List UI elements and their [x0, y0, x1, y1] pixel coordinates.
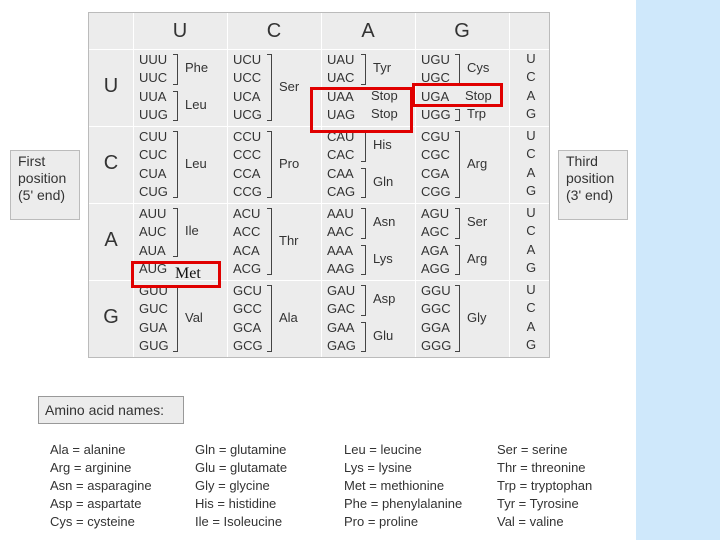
- grid-line: [89, 49, 549, 50]
- codon-bracket: [455, 245, 460, 276]
- amino-acid-name: Arg = arginine: [50, 460, 132, 475]
- codon: CGC: [421, 147, 450, 163]
- amino-acid-name: Val = valine: [497, 514, 564, 529]
- third-letter: G: [525, 105, 537, 121]
- codon: CAG: [327, 183, 356, 199]
- amino-acid-label: Gln: [373, 173, 394, 189]
- amino-acid-name: Leu = leucine: [344, 442, 422, 457]
- amino-acid-label: Thr: [279, 232, 299, 248]
- met-annotation: Met: [175, 265, 201, 282]
- amino-acid-names-column: [50, 441, 152, 531]
- row-head-u: U: [103, 75, 119, 97]
- amino-acid-name: Tyr = Tyrosine: [497, 496, 579, 511]
- grid-line: [509, 13, 510, 357]
- grid-line: [89, 203, 549, 204]
- codon: GCA: [233, 319, 262, 335]
- codon-table: [88, 12, 550, 358]
- third-letter: A: [526, 164, 536, 180]
- amino-acid-names-column: [497, 441, 592, 531]
- amino-acid-label: His: [373, 137, 392, 153]
- amino-acid-name: Ile = Isoleucine: [195, 514, 283, 529]
- codon: ACA: [233, 242, 260, 258]
- third-position-letters: [519, 282, 543, 355]
- third-letter: G: [525, 259, 537, 275]
- codon: UCC: [233, 70, 262, 86]
- grid-line: [133, 13, 134, 357]
- codon-bracket: [361, 285, 366, 316]
- codon: GAC: [327, 301, 356, 317]
- amino-acid-label: Ser: [279, 78, 300, 94]
- codon: AUG: [139, 260, 168, 276]
- third-position-label: Third position (3' end): [558, 150, 628, 220]
- codon: AGA: [421, 242, 449, 258]
- codon: CGA: [421, 165, 450, 181]
- codon: ACU: [233, 206, 261, 221]
- grid-line: [227, 13, 228, 357]
- col-head-c: C: [266, 20, 282, 42]
- codon: CAU: [327, 129, 355, 144]
- amino-acid-name: Asp = aspartate: [50, 496, 142, 511]
- codon: AAU: [327, 206, 354, 221]
- amino-acid-label: Glu: [373, 327, 394, 343]
- codon: UAA: [327, 88, 354, 104]
- codon-bracket: [455, 208, 460, 239]
- codon: GCG: [233, 337, 263, 353]
- codon-bracket: [455, 109, 460, 121]
- amino-acid-label: Arg: [467, 250, 488, 266]
- third-letter: C: [526, 146, 536, 162]
- codon-bracket: [267, 131, 272, 198]
- third-letter: A: [526, 318, 536, 334]
- amino-acid-name: Ser = serine: [497, 442, 568, 457]
- third-letter: A: [526, 241, 536, 257]
- right-blue-strip: [636, 0, 720, 540]
- grid-line: [415, 13, 416, 357]
- codon: UCU: [233, 52, 262, 67]
- codon: CCA: [233, 165, 261, 181]
- amino-acid-name: Gly = glycine: [195, 478, 270, 493]
- col-head-g: G: [454, 20, 470, 42]
- codon-bracket: [455, 285, 460, 352]
- codon: AGC: [421, 224, 450, 240]
- amino-acid-name: Lys = lysine: [344, 460, 412, 475]
- codon: GCU: [233, 283, 262, 298]
- amino-acid-label: Leu: [185, 96, 207, 112]
- amino-acid-label: Asn: [373, 214, 396, 230]
- codon: GCC: [233, 301, 262, 317]
- codon: CUC: [139, 147, 168, 163]
- amino-acid-name: Met = methionine: [344, 478, 445, 493]
- third-position-letters: [519, 205, 543, 278]
- codon: UCA: [233, 88, 261, 104]
- row-head-g: G: [103, 306, 119, 328]
- codon: UGG: [421, 106, 451, 122]
- codon-bracket: [267, 54, 272, 121]
- amino-acid-label: Phe: [185, 60, 209, 76]
- codon: CAC: [327, 147, 355, 163]
- codon: CCU: [233, 129, 262, 144]
- codon-bracket: [361, 168, 366, 199]
- codon: GGC: [421, 301, 451, 317]
- amino-acid-label: Tyr: [373, 60, 392, 76]
- amino-acid-label: Ser: [467, 214, 488, 230]
- third-letter: A: [526, 87, 536, 103]
- codon: CUA: [139, 165, 167, 181]
- codon: AAA: [327, 242, 354, 258]
- amino-acid-names-column: [195, 441, 287, 531]
- codon-bracket: [361, 54, 366, 85]
- amino-acid-name: Asn = asparagine: [50, 478, 152, 493]
- codon-bracket: [173, 285, 178, 352]
- amino-acid-name: His = histidine: [195, 496, 277, 511]
- third-position-letters: [519, 51, 543, 124]
- amino-acid-name: Thr = threonine: [497, 460, 586, 475]
- amino-acid-label: Ile: [185, 223, 199, 239]
- codon-bracket: [455, 54, 460, 85]
- amino-acid-names-title: Amino acid names:: [38, 396, 184, 424]
- third-letter: U: [526, 51, 536, 66]
- codon: GUG: [139, 337, 169, 353]
- codon-bracket: [173, 91, 178, 122]
- codon: AAC: [327, 224, 354, 240]
- amino-acid-name: Phe = phenylalanine: [344, 496, 463, 511]
- codon: GGG: [421, 337, 452, 353]
- codon: UUA: [139, 88, 167, 104]
- amino-acid-name: Gln = glutamine: [195, 442, 287, 457]
- codon: UAU: [327, 52, 355, 67]
- third-letter: C: [526, 69, 536, 85]
- row-head-c: C: [103, 152, 119, 174]
- amino-acid-label: Val: [185, 309, 203, 325]
- codon-bracket: [267, 208, 272, 275]
- third-letter: U: [526, 282, 536, 297]
- first-position-label: First position (5' end): [10, 150, 80, 220]
- codon: AUA: [139, 242, 166, 258]
- codon: GUC: [139, 301, 168, 317]
- codon: AAG: [327, 260, 355, 276]
- codon: AGG: [421, 260, 450, 276]
- codon: AGU: [421, 206, 450, 221]
- codon: UUU: [139, 52, 168, 67]
- third-letter: U: [526, 128, 536, 143]
- codon-bracket: [173, 208, 178, 257]
- codon: GAA: [327, 319, 355, 335]
- codon-bracket: [455, 131, 460, 198]
- third-position-letters: [519, 128, 543, 201]
- codon-bracket: [361, 131, 366, 162]
- amino-acid-name: Glu = glutamate: [195, 460, 288, 475]
- codon-bracket: [361, 208, 366, 239]
- third-letter: C: [526, 300, 536, 316]
- codon: GGU: [421, 283, 451, 298]
- amino-acid-label: Gly: [467, 309, 487, 325]
- codon-bracket: [173, 54, 178, 85]
- col-head-u: U: [172, 20, 188, 42]
- codon: ACG: [233, 260, 262, 276]
- amino-acid-label: Asp: [373, 291, 396, 307]
- codon: GAU: [327, 283, 356, 298]
- third-letter: G: [525, 336, 537, 352]
- third-letter: G: [525, 182, 537, 198]
- codon-bracket: [267, 285, 272, 352]
- codon: UGC: [421, 70, 450, 86]
- amino-acid-name: Ala = alanine: [50, 442, 126, 457]
- codon: CGU: [421, 129, 450, 144]
- amino-acid-label: Stop: [371, 87, 398, 103]
- row-head-a: A: [104, 229, 118, 251]
- amino-acid-label: Stop: [371, 106, 398, 122]
- codon: GGA: [421, 319, 450, 335]
- codon-bracket: [173, 131, 178, 198]
- amino-acid-label: Leu: [185, 155, 207, 171]
- codon: CGG: [421, 183, 451, 199]
- codon: CUG: [139, 183, 168, 199]
- codon: CAA: [327, 165, 354, 181]
- amino-acid-label: Arg: [467, 155, 488, 171]
- codon: UGU: [421, 52, 450, 67]
- amino-acid-name: Cys = cysteine: [50, 514, 135, 529]
- amino-acid-name: Trp = tryptophan: [497, 478, 593, 493]
- third-letter: U: [526, 205, 536, 220]
- codon: GUA: [139, 319, 168, 335]
- codon-bracket: [361, 245, 366, 276]
- codon-bracket: [361, 322, 366, 353]
- codon: AUU: [139, 206, 167, 221]
- codon: CCG: [233, 183, 262, 199]
- stop-codon-highlight-uaa-uag: [310, 87, 413, 133]
- amino-acid-label: Stop: [465, 87, 492, 103]
- codon: ACC: [233, 224, 261, 240]
- amino-acid-label: Pro: [279, 155, 300, 171]
- codon: UUG: [139, 106, 168, 122]
- amino-acid-label: Ala: [279, 309, 298, 325]
- codon: UAG: [327, 106, 356, 122]
- amino-acid-label: Cys: [467, 60, 490, 76]
- codon: GUU: [139, 283, 168, 298]
- amino-acid-name: Pro = proline: [344, 514, 419, 529]
- amino-acid-names-column: [344, 441, 462, 531]
- amino-acid-label: Trp: [467, 106, 487, 122]
- codon: UAC: [327, 70, 355, 86]
- amino-acid-label: Lys: [373, 250, 393, 266]
- codon: UCG: [233, 106, 262, 122]
- codon: CCC: [233, 147, 262, 163]
- grid-line: [321, 13, 322, 357]
- col-head-a: A: [361, 20, 375, 42]
- codon: UUC: [139, 70, 168, 86]
- third-letter: C: [526, 223, 536, 239]
- codon: UGA: [421, 88, 450, 104]
- stop-codon-highlight-uga: [412, 83, 503, 107]
- codon: CUU: [139, 129, 168, 144]
- codon: GAG: [327, 337, 356, 353]
- codon: AUC: [139, 224, 167, 240]
